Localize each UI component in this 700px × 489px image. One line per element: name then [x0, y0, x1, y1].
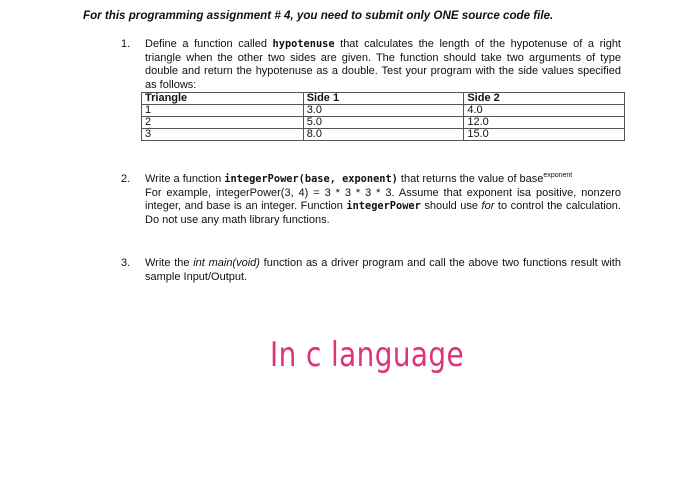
function-signature-integer-power: integerPower(base, exponent): [224, 173, 398, 185]
task-2-line2-b: should use: [420, 200, 482, 213]
function-name-hypotenuse: hypotenuse: [272, 38, 335, 50]
task-2-line2-a: For example, integerPower(3, 4) = 3 * 3 * 3 * 3. Assume that exponent isa positive, nonzero integer, and base is an integer. Function: [145, 186, 621, 213]
keyword-for: for: [481, 200, 495, 213]
header-side-2: Side 2: [464, 93, 625, 105]
table-cell: 8.0: [303, 129, 464, 141]
task-3-number: 3.: [121, 257, 131, 269]
task-3-text: [145, 257, 621, 284]
header-triangle: Triangle: [142, 93, 304, 105]
task-2-text-b: that returns the value of base: [397, 173, 544, 185]
table-cell: 12.0: [464, 117, 625, 129]
task-2-number: 2.: [121, 173, 131, 185]
exponent-superscript: exponent: [543, 172, 573, 179]
table-row: [142, 129, 625, 141]
table-header-row: [142, 93, 625, 105]
main-signature: int main(void): [193, 257, 260, 269]
task-2-text-a: Write a function: [145, 173, 225, 185]
function-name-integer-power: integerPower: [346, 200, 421, 213]
table-cell: 5.0: [303, 117, 464, 129]
table-row: [142, 105, 625, 117]
task-2-text: [145, 173, 621, 227]
table-cell: 3: [142, 129, 304, 141]
table-cell: 15.0: [464, 129, 625, 141]
handwritten-note: In c language: [270, 335, 465, 375]
table-cell: 1: [142, 105, 304, 117]
task-3-text-b: function as a driver program and call the above two functions result with sample Input/Output.: [145, 257, 621, 283]
task-3: [121, 257, 621, 284]
side-values-table: [141, 92, 625, 141]
task-1-text-b: that calculates the length of the hypotenuse of a right triangle when the other two sides are given. The function should take two arguments of type double and return the hypotenuse as a double. Test your program with the side values specified as follows:: [145, 38, 621, 91]
task-1-number: 1.: [121, 38, 131, 50]
table-cell: 4.0: [464, 105, 625, 117]
task-1-text-a: Define a function called: [145, 38, 273, 50]
table-cell: 2: [142, 117, 304, 129]
task-2-line2-c: to control the calculation. Do not use any math library functions.: [145, 200, 621, 226]
task-3-text-a: Write the: [145, 257, 194, 269]
assignment-heading: For this programming assignment # 4, you need to submit only ONE source code file.: [83, 9, 554, 22]
task-1-text: [145, 38, 621, 92]
task-1: [121, 38, 621, 92]
table-row: [142, 117, 625, 129]
header-side-1: Side 1: [303, 93, 464, 105]
task-2: [121, 173, 621, 227]
table-cell: 3.0: [303, 105, 464, 117]
